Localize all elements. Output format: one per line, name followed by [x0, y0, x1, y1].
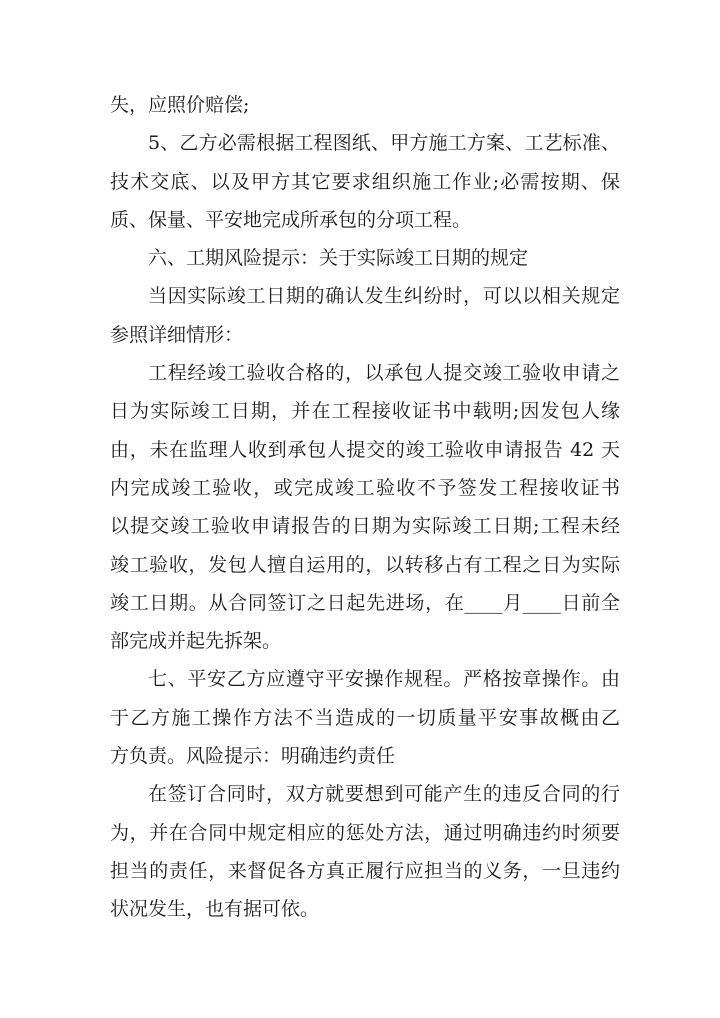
text-line: 于乙方施工操作方法不当造成的一切质量平安事故概由乙 — [110, 706, 620, 729]
text-line: 由，未在监理人收到承包人提交的竣工验收申请报告 42 天 — [110, 438, 620, 461]
text-line: 日为实际竣工日期，并在工程接收证书中载明;因发包人缘 — [110, 400, 620, 423]
text-line: 竣工验收，发包人擅自运用的，以转移占有工程之日为实际 — [110, 553, 620, 576]
text-line: 技术交底、以及甲方其它要求组织施工作业;必需按期、保 — [110, 170, 620, 193]
text-line: 工程经竣工验收合格的，以承包人提交竣工验收申请之 — [148, 362, 620, 385]
document-body — [110, 86, 620, 929]
text-line: 5、乙方必需根据工程图纸、甲方施工方案、工艺标准、 — [148, 132, 620, 155]
text-line: 状况发生，也有据可依。 — [110, 898, 320, 921]
text-line: 失，应照价赔偿; — [110, 94, 250, 116]
text-line: 在签订合同时，双方就要想到可能产生的违反合同的行 — [148, 783, 620, 806]
text-line: 为，并在合同中规定相应的惩处方法，通过明确违约时须要 — [110, 821, 620, 844]
text-line: 竣工日期。从合同签订之日起先进场，在____月____日前全 — [110, 591, 620, 614]
text-line: 担当的责任，来督促各方真正履行应担当的义务，一旦违约 — [110, 859, 620, 882]
section-heading: 六、工期风险提示：关于实际竣工日期的规定 — [148, 247, 529, 270]
text-line: 以提交竣工验收申请报告的日期为实际竣工日期;工程未经 — [110, 515, 620, 538]
text-line: 参照详细情形： — [110, 323, 244, 346]
text-line: 内完成竣工验收，或完成竣工验收不予签发工程接收证书 — [110, 476, 620, 499]
text-line: 部完成并起先拆架。 — [110, 630, 282, 653]
text-line: 质、保量、平安地完成所承包的分项工程。 — [110, 208, 472, 231]
text-line: 方负责。风险提示：明确违约责任 — [110, 745, 396, 768]
text-line: 当因实际竣工日期的确认发生纠纷时，可以以相关规定 — [148, 285, 620, 308]
section-heading: 七、平安乙方应遵守平安操作规程。严格按章操作。由 — [148, 668, 620, 691]
